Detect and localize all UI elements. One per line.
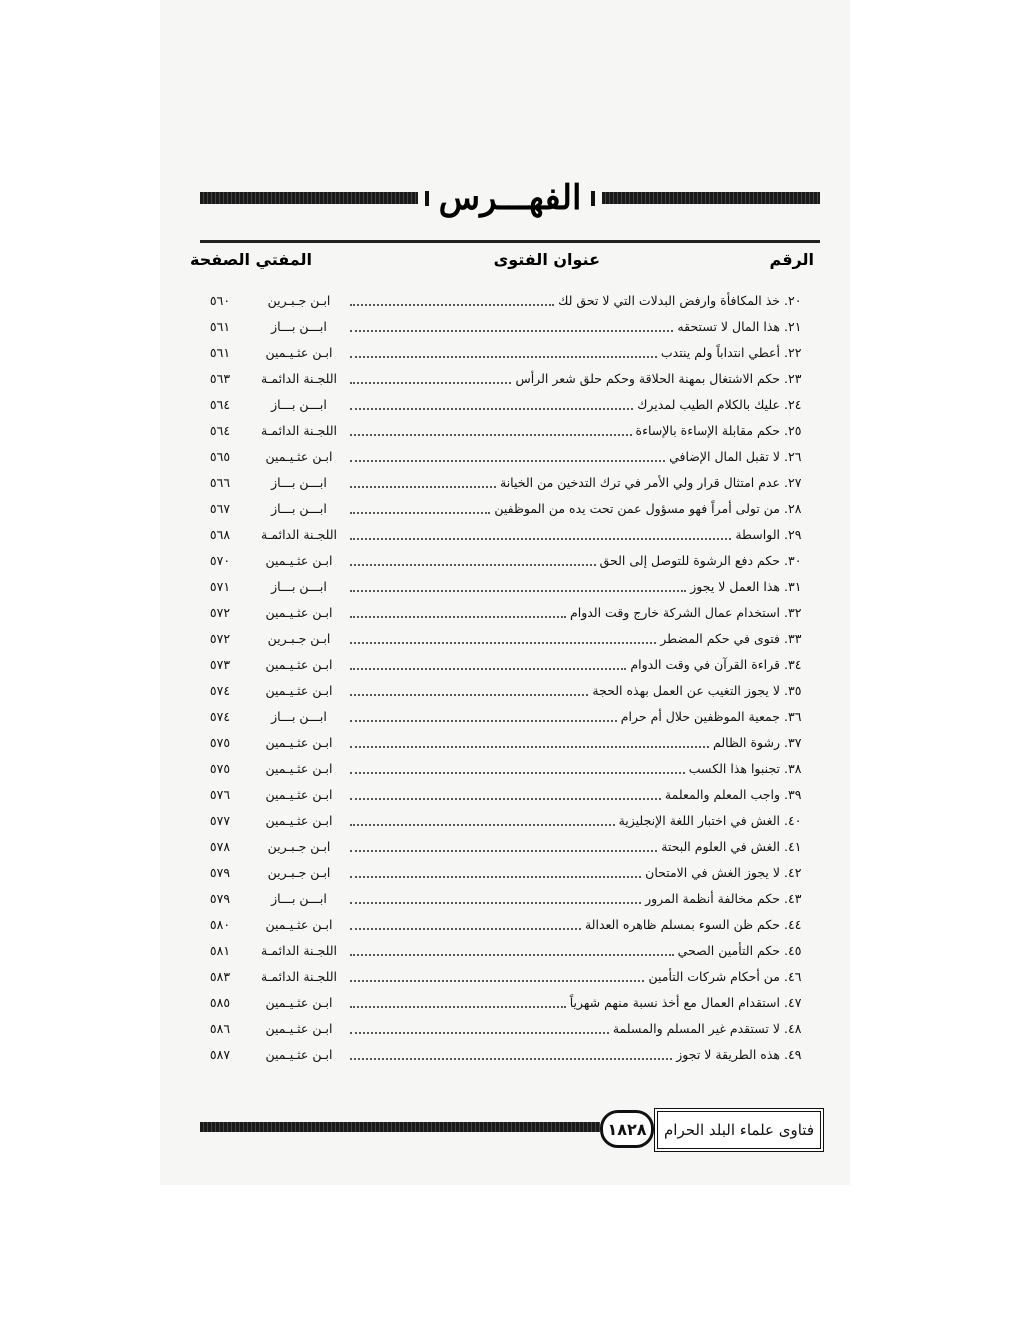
row-title: هذا المال لا تستحقه <box>677 319 780 334</box>
row-title: لا يجوز الغش في الامتحان <box>645 865 780 880</box>
row-number: ٣٣. <box>784 631 802 646</box>
dot-leader <box>350 771 685 774</box>
row-page: ٥٦٧ <box>209 501 231 516</box>
row-page: ٥٨٦ <box>209 1021 231 1036</box>
square-ornament-icon <box>425 191 429 206</box>
row-title-cell <box>350 756 780 782</box>
row-mufti: ابـن عثـيـمين <box>265 761 333 776</box>
row-number: ٣٤. <box>784 657 802 672</box>
table-row <box>200 756 820 782</box>
row-mufti: ابـن عثـيـمين <box>265 1047 333 1062</box>
dot-leader <box>350 693 588 696</box>
row-title: هذه الطريقة لا تجوز <box>676 1047 780 1062</box>
row-number: ٢١. <box>784 319 802 334</box>
row-title-cell <box>350 626 780 652</box>
page-title: الفهـــرس <box>438 178 582 218</box>
row-title: عليك بالكلام الطيب لمديرك <box>637 397 780 412</box>
row-page: ٥٧٢ <box>209 631 231 646</box>
row-mufti: ابـن عثـيـمين <box>265 813 333 828</box>
dot-leader <box>350 979 644 982</box>
row-title-cell <box>350 834 780 860</box>
dot-leader <box>350 719 617 722</box>
table-row <box>200 418 820 444</box>
table-row <box>200 704 820 730</box>
row-mufti: ابـــن بـــاز <box>271 891 327 906</box>
row-mufti: اللجـنة الدائمـة <box>261 943 337 958</box>
row-mufti: ابـن عثـيـمين <box>265 735 333 750</box>
row-title: واجب المعلم والمعلمة <box>664 787 780 802</box>
row-title-cell <box>350 704 780 730</box>
row-number: ٢٩. <box>784 527 802 542</box>
row-page: ٥٦٦ <box>209 475 231 490</box>
row-page: ٥٦٤ <box>209 397 231 412</box>
row-title: هذا العمل لا يجوز <box>690 579 780 594</box>
row-title-cell <box>350 990 780 1016</box>
table-row <box>200 496 820 522</box>
row-number: ٢٣. <box>784 371 802 386</box>
row-mufti: ابـن جـبـرين <box>267 865 331 880</box>
row-page: ٥٦٤ <box>209 423 231 438</box>
row-number: ٤٥. <box>784 943 802 958</box>
page-footer <box>200 1108 820 1148</box>
row-title-cell <box>350 548 780 574</box>
row-title: قراءة القرآن في وقت الدوام <box>630 657 780 672</box>
row-number: ٤٠. <box>784 813 802 828</box>
row-title-cell <box>350 366 780 392</box>
row-number: ٣١. <box>784 579 802 594</box>
row-page: ٥٧٣ <box>209 657 231 672</box>
row-title-cell <box>350 314 780 340</box>
row-title: الغش في اختبار اللغة الإنجليزية <box>618 813 780 828</box>
row-title: استخدام عمال الشركة خارج وقت الدوام <box>569 605 780 620</box>
row-page: ٥٧٩ <box>209 891 231 906</box>
dot-leader <box>350 823 615 826</box>
dot-leader <box>350 953 674 956</box>
row-title-cell <box>350 392 780 418</box>
row-title-cell <box>350 470 780 496</box>
row-mufti: ابـــن بـــاز <box>271 709 327 724</box>
dot-leader <box>350 1057 672 1060</box>
row-page: ٥٧٢ <box>209 605 231 620</box>
row-page: ٥٧٩ <box>209 865 231 880</box>
row-title: استقدام العمال مع أخذ نسبة منهم شهرياً <box>569 995 780 1010</box>
row-page: ٥٨١ <box>209 943 231 958</box>
row-title: فتوى في حكم المضطر <box>660 631 780 646</box>
header-decorative-bar-left <box>200 192 418 204</box>
column-header-page: الصفحة <box>189 250 250 269</box>
header-title-group <box>426 176 594 220</box>
row-page: ٥٧٤ <box>209 683 231 698</box>
row-number: ٢٨. <box>784 501 802 516</box>
row-mufti: ابـــن بـــاز <box>271 475 327 490</box>
row-title-cell <box>350 1016 780 1042</box>
dot-leader <box>350 407 633 410</box>
row-page: ٥٧٧ <box>209 813 231 828</box>
row-title: خذ المكافأة وارفض البدلات التي لا تحق لك <box>558 293 780 308</box>
dot-leader <box>350 1005 566 1008</box>
row-title-cell <box>350 496 780 522</box>
column-header-number: الرقم <box>769 250 814 269</box>
row-title-cell <box>350 1042 780 1068</box>
row-page: ٥٧٤ <box>209 709 231 724</box>
dot-leader <box>350 563 596 566</box>
dot-leader <box>350 667 626 670</box>
dot-leader <box>350 927 581 930</box>
row-mufti: ابـن عثـيـمين <box>265 553 333 568</box>
row-title: حكم الاشتغال بمهنة الحلاقة وحكم حلق شعر الرأس <box>515 371 780 386</box>
row-title-cell <box>350 678 780 704</box>
row-number: ٣٦. <box>784 709 802 724</box>
row-page: ٥٦١ <box>209 319 231 334</box>
row-title-cell <box>350 730 780 756</box>
table-row <box>200 288 820 314</box>
row-number: ٢٦. <box>784 449 802 464</box>
row-mufti: ابـن جـبـرين <box>267 631 331 646</box>
row-title-cell <box>350 782 780 808</box>
table-row <box>200 522 820 548</box>
row-page: ٥٨٠ <box>209 917 231 932</box>
row-title: تجنبوا هذا الكسب <box>688 761 780 776</box>
dot-leader <box>350 745 709 748</box>
row-mufti: ابـن عثـيـمين <box>265 995 333 1010</box>
dot-leader <box>350 329 673 332</box>
dot-leader <box>350 537 731 540</box>
dot-leader <box>350 511 490 514</box>
dot-leader <box>350 381 511 384</box>
row-page: ٥٦١ <box>209 345 231 360</box>
table-row <box>200 834 820 860</box>
row-mufti: ابـن عثـيـمين <box>265 787 333 802</box>
dot-leader <box>350 433 632 436</box>
row-mufti: اللجـنة الدائمـة <box>261 969 337 984</box>
footer-book-title: فتاوى علماء البلد الحرام <box>654 1108 824 1152</box>
column-header-title: عنوان الفتوى <box>493 250 600 269</box>
row-number: ٣٨. <box>784 761 802 776</box>
table-row <box>200 912 820 938</box>
dot-leader <box>350 355 657 358</box>
row-mufti: ابـــن بـــاز <box>271 319 327 334</box>
table-row <box>200 470 820 496</box>
row-number: ٢٤. <box>784 397 802 412</box>
row-title: لا تقبل المال الإضافي <box>669 449 780 464</box>
row-title: رشوة الظالم <box>713 735 780 750</box>
table-row <box>200 574 820 600</box>
row-mufti: ابـن عثـيـمين <box>265 657 333 672</box>
row-title-cell <box>350 340 780 366</box>
row-title-cell <box>350 600 780 626</box>
dot-leader <box>350 485 496 488</box>
table-row <box>200 678 820 704</box>
dot-leader <box>350 875 641 878</box>
row-number: ٤٩. <box>784 1047 802 1062</box>
table-row <box>200 964 820 990</box>
row-title-cell <box>350 912 780 938</box>
row-page: ٥٧٥ <box>209 735 231 750</box>
row-mufti: ابـــن بـــاز <box>271 501 327 516</box>
row-number: ٤١. <box>784 839 802 854</box>
row-title-cell <box>350 860 780 886</box>
row-mufti: ابـــن بـــاز <box>271 397 327 412</box>
row-title: لا تستقدم غير المسلم والمسلمة <box>612 1021 780 1036</box>
row-title: من تولى أمراً فهو مسؤول عمن تحت يده من الموظفين <box>494 501 780 516</box>
table-row <box>200 626 820 652</box>
row-number: ٣٠. <box>784 553 802 568</box>
row-title-cell <box>350 964 780 990</box>
table-row <box>200 1042 820 1068</box>
table-row <box>200 340 820 366</box>
row-mufti: ابـن عثـيـمين <box>265 1021 333 1036</box>
row-title-cell <box>350 418 780 444</box>
row-title-cell <box>350 652 780 678</box>
table-row <box>200 990 820 1016</box>
header-divider <box>200 240 820 243</box>
row-mufti: ابـن عثـيـمين <box>265 449 333 464</box>
row-number: ٣٢. <box>784 605 802 620</box>
row-number: ٢٥. <box>784 423 802 438</box>
row-mufti: ابـــن بـــاز <box>271 579 327 594</box>
dot-leader <box>350 459 665 462</box>
row-number: ٤٧. <box>784 995 802 1010</box>
table-row <box>200 444 820 470</box>
table-row <box>200 392 820 418</box>
row-title: الواسطة <box>735 527 780 542</box>
row-title-cell <box>350 522 780 548</box>
row-page: ٥٦٥ <box>209 449 231 464</box>
row-title: حكم مقابلة الإساءة بالإساءة <box>635 423 780 438</box>
table-row <box>200 366 820 392</box>
table-row <box>200 860 820 886</box>
row-number: ٤٦. <box>784 969 802 984</box>
row-number: ٤٤. <box>784 917 802 932</box>
row-title: حكم مخالفة أنظمة المرور <box>645 891 780 906</box>
row-title: حكم التأمين الصحي <box>677 943 780 958</box>
row-mufti: ابـن عثـيـمين <box>265 683 333 698</box>
row-title-cell <box>350 574 780 600</box>
table-row <box>200 730 820 756</box>
dot-leader <box>350 1031 609 1034</box>
row-title-cell <box>350 886 780 912</box>
row-mufti: ابـن عثـيـمين <box>265 605 333 620</box>
row-title-cell <box>350 444 780 470</box>
table-row <box>200 652 820 678</box>
row-mufti: ابـن جـبـرين <box>267 839 331 854</box>
row-page: ٥٧٨ <box>209 839 231 854</box>
row-page: ٥٧٥ <box>209 761 231 776</box>
row-title: لا يجوز التغيب عن العمل بهذه الحجة <box>592 683 780 698</box>
row-title: حكم دفع الرشوة للتوصل إلى الحق <box>599 553 780 568</box>
table-row <box>200 600 820 626</box>
table-row <box>200 782 820 808</box>
row-page: ٥٨٣ <box>209 969 231 984</box>
row-number: ٤٣. <box>784 891 802 906</box>
row-page: ٥٨٥ <box>209 995 231 1010</box>
dot-leader <box>350 615 566 618</box>
table-row <box>200 314 820 340</box>
row-number: ٢٧. <box>784 475 802 490</box>
footer-decorative-bar <box>200 1122 600 1132</box>
square-ornament-icon <box>591 191 595 206</box>
row-mufti: اللجـنة الدائمـة <box>261 527 337 542</box>
row-page: ٥٦٣ <box>209 371 231 386</box>
row-number: ٣٩. <box>784 787 802 802</box>
dot-leader <box>350 303 554 306</box>
row-title-cell <box>350 938 780 964</box>
footer-page-number: ١٨٢٨ <box>600 1110 654 1148</box>
column-header-mufti: المفتي <box>255 250 312 269</box>
row-page: ٥٦٠ <box>209 293 231 308</box>
row-page: ٥٧٠ <box>209 553 231 568</box>
row-title: من أحكام شركات التأمين <box>648 969 780 984</box>
dot-leader <box>350 589 686 592</box>
row-title: جمعية الموظفين حلال أم حرام <box>620 709 780 724</box>
row-mufti: ابـن عثـيـمين <box>265 345 333 360</box>
dot-leader <box>350 849 657 852</box>
table-row <box>200 1016 820 1042</box>
row-number: ٤٨. <box>784 1021 802 1036</box>
row-number: ٢٠. <box>784 293 802 308</box>
table-row <box>200 808 820 834</box>
row-page: ٥٨٧ <box>209 1047 231 1062</box>
row-mufti: ابـن جـبـرين <box>267 293 331 308</box>
row-title: أعطي انتداباً ولم ينتدب <box>660 345 780 360</box>
row-title: الغش في العلوم البحتة <box>661 839 780 854</box>
row-mufti: اللجـنة الدائمـة <box>261 423 337 438</box>
row-number: ٤٢. <box>784 865 802 880</box>
row-number: ٣٥. <box>784 683 802 698</box>
row-title-cell <box>350 288 780 314</box>
index-table <box>200 288 820 1068</box>
table-row <box>200 938 820 964</box>
row-title: عدم امتثال قرار ولي الأمر في ترك التدخين من الخيانة <box>500 475 780 490</box>
row-page: ٥٦٨ <box>209 527 231 542</box>
row-page: ٥٧٦ <box>209 787 231 802</box>
row-mufti: ابـن عثـيـمين <box>265 917 333 932</box>
row-title-cell <box>350 808 780 834</box>
dot-leader <box>350 797 661 800</box>
index-header <box>200 176 820 220</box>
row-number: ٢٢. <box>784 345 802 360</box>
row-page: ٥٧١ <box>209 579 231 594</box>
dot-leader <box>350 641 656 644</box>
table-row <box>200 548 820 574</box>
header-decorative-bar-right <box>602 192 820 204</box>
table-row <box>200 886 820 912</box>
row-number: ٣٧. <box>784 735 802 750</box>
dot-leader <box>350 901 641 904</box>
row-title: حكم ظن السوء بمسلم ظاهره العدالة <box>584 917 780 932</box>
row-mufti: اللجـنة الدائمـة <box>261 371 337 386</box>
